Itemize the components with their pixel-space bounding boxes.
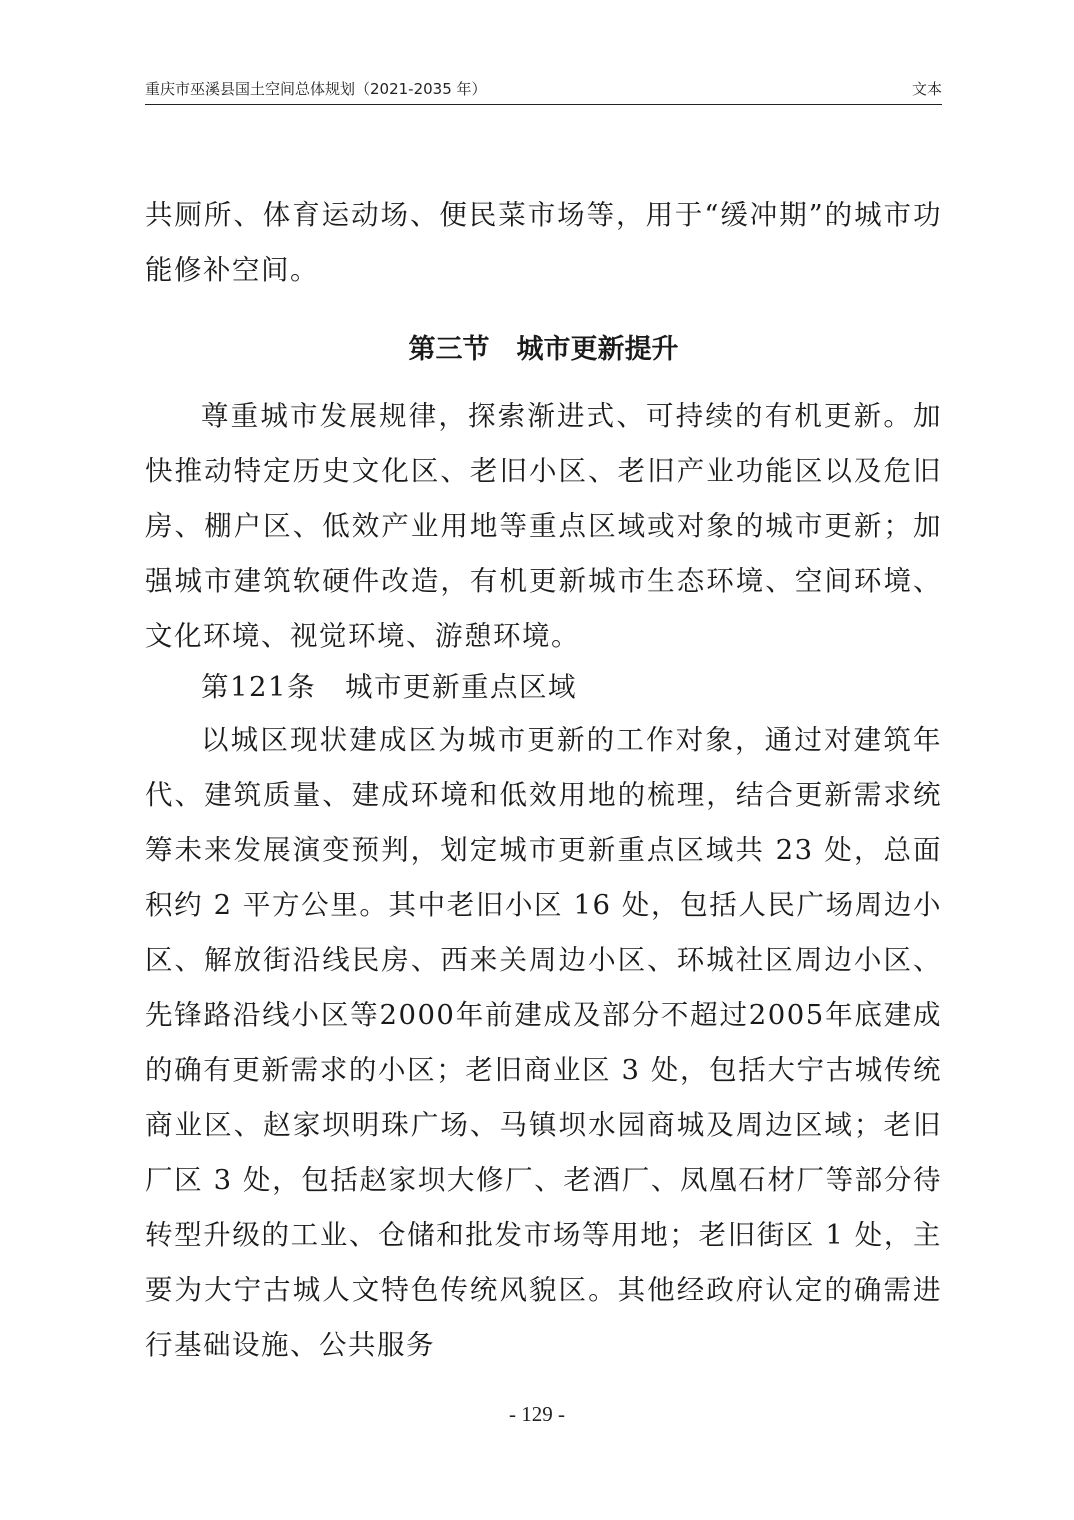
article-title: 第121条 城市更新重点区域 (201, 671, 577, 703)
section-title: 第三节 城市更新提升 (408, 334, 679, 365)
page-number: - 129 - (509, 1402, 565, 1426)
section-paragraph: 尊重城市发展规律，探索渐进式、可持续的有机更新。加快推动特定历史文化区、老旧小区、老旧产业功能区以及危旧房、棚户区、低效产业用地等重点区域或对象的城市更新；加强城市建筑软硬件改造，有机更新城市生态环境、空间环境、文化环境、视觉环境、游憩环境。 (145, 400, 942, 652)
section-paragraph-block (145, 389, 942, 664)
document-type-label: 文本 (911, 80, 942, 98)
article-paragraph: 以城区现状建成区为城市更新的工作对象，通过对建筑年代、建筑质量、建成环境和低效用地的梳理，结合更新需求统筹未来发展演变预判，划定城市更新重点区域共 23 处，总面积约 2 平方公里。其中老旧小区 16 处，包括人民广场周边小区、解放街沿线民房、西来关周边小区、环城社区周边小区、先锋路沿线小区等2000年前建成及部分不超过2005年底建成的确有更新需求的小区；老旧商业区 3 处，包括大宁古城传统商业区、赵家坝明珠广场、马镇坝水园商城及周边区域；老旧厂区 3 处，包括赵家坝大修厂、老酒厂、凤凰石材厂等部分待转型升级的工业、仓储和批发市场等用地；老旧街区 1 处，主要为大宁古城人文特色传统风貌区。其他经政府认定的确需进行基础设施、公共服务 (145, 724, 942, 1361)
continued-paragraph-block (145, 188, 942, 298)
article-paragraph-block (145, 713, 942, 1373)
continued-paragraph: 共厕所、体育运动场、便民菜市场等，用于“缓冲期”的城市功能修补空间。 (145, 199, 942, 286)
page-header (145, 74, 942, 105)
document-title: 重庆市巫溪县国土空间总体规划（2021-2035 年） (145, 80, 487, 98)
